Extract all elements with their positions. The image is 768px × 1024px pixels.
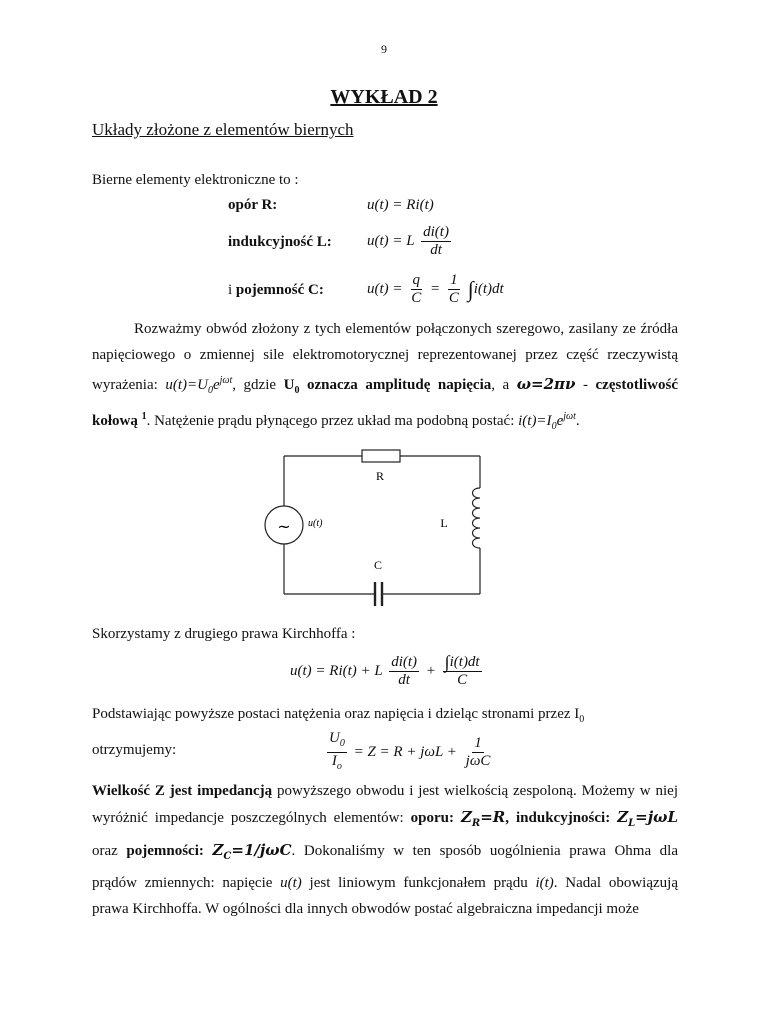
result-label: otrzymujemy:	[92, 742, 177, 758]
rlc-circuit-diagram	[258, 448, 498, 608]
source-label: u(t)	[308, 518, 323, 529]
section-subtitle: Układy złożone z elementów biernych	[92, 120, 354, 139]
page-title: WYKŁAD 2	[330, 86, 438, 108]
impedance-equation: $\frac{U_0}{I_o}$ = Z = R + jωL + $\frac{1}{\text{jωC}}$	[329, 730, 491, 772]
paragraph-impedance: Wielkość Z jest impedancją powyższego obwodu i jest wielkością zespoloną. Możemy w niej wyróżnić impedancje poszczególnych elementów: oporu: $Z_R=R$, indukcyjności: $Z_L=j\omega L$ oraz pojemności: $Z_C=1$/jωC. Dokonaliśmy w ten sposób uogólnienia prawa Ohma dla prądów zmiennych: napięcie u(t) jest liniowym funkcjonałem prądu i(t). Nadal obowiązują prawa Kirchhoffa. W ogólności dla innych obwodów postać algebraiczna impedancji może	[92, 783, 679, 917]
resistor-equation: u(t) = Ri(t)	[367, 197, 434, 213]
inductor-equation: u(t) = L $\frac{di(t)}{dt}$	[367, 224, 449, 258]
paragraph-series-circuit: Rozważmy obwód złożony z tych elementów połączonych szeregowo, zasilany ze źródła napięciowego o zmiennej sile elektromotorycznej reprezentowanej przez część rzeczywistą wyrażenia: $u(t)=U_0e^{j\omega t}$, gdzie $U_0$ oznacza amplitudę napięcia, a ω=2πν - częstotliwość kołową $^1$. Natężenie prądu płynącego przez układ ma podobną postać: $i(t)=I_0e^{j\omega t}$.	[92, 321, 678, 432]
kirchhoff-equation: u(t) = Ri(t) + L $\frac{di(t)}{dt}$ + $\frac{\int i(t)dt}{C}$	[290, 652, 480, 689]
resistor-label: opór R:	[228, 197, 278, 213]
capacitor-row-label: i pojemność C:	[228, 282, 324, 298]
capacitor-label: C	[373, 558, 383, 572]
inductor-label: L	[440, 516, 448, 530]
resistor-label: R	[375, 469, 385, 483]
capacitor-equation: u(t) = $\frac{q}{C}$ = $\frac{1}{C}$ ∫i(t)dt	[367, 272, 504, 306]
page-number: 9	[381, 42, 387, 56]
inductor-symbol	[473, 488, 481, 548]
intro-text: Bierne elementy elektroniczne to :	[92, 172, 299, 188]
ac-source-icon: ~	[277, 517, 291, 536]
resistor-symbol	[362, 450, 400, 462]
substitution-text: Podstawiając powyższe postaci natężenia oraz napięcia i dzieląc stronami przez $I_0$	[92, 706, 585, 725]
kirchhoff-intro: Skorzystamy z drugiego prawa Kirchhoffa :	[92, 626, 356, 642]
inductor-label: indukcyjność L:	[228, 234, 332, 250]
